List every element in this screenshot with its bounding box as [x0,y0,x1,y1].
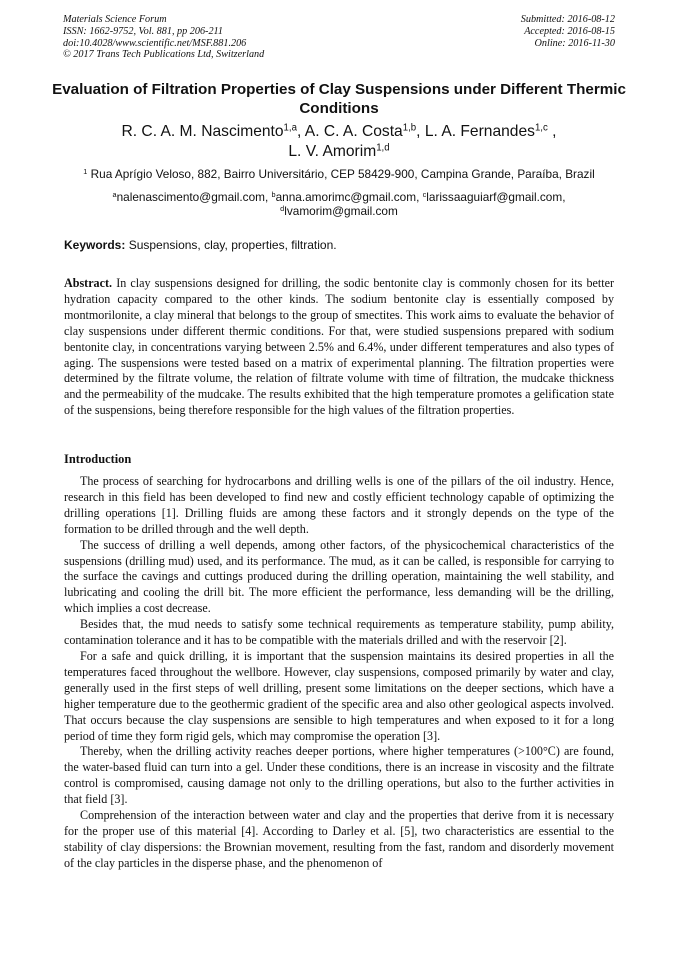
keywords-text: Suspensions, clay, properties, filtration. [128,238,337,252]
body-paragraph: Besides that, the mud needs to satisfy some technical requirements as temperature stability, pump ability, contamination tolerance and it has to be compatible with the materials drilled and with the reservoir [2]. [64,617,614,648]
abstract-text: In clay suspensions designed for drilling, the sodic bentonite clay is commonly chosen for its better hydration capacity compared to the other kinds. The sodium bentonite clay is essentially composed by montmorilonite, a clay mineral that belongs to the group of smectites. This work aims to evaluate the behavior of clay suspensions under different thermic conditions. For that, were studied suspensions prepared with sodium bentonite clay, in concentrations varying between 2.5% and 6.4%, under different temperatures and also types of aging. The suspensions were tested based on a matrix of experimental planning. The filtration properties were determined by the filtrate volume, the relation of filtrate volume with time of filtration, the mudcake thickness and the permeability of the mudcake. The results exhibited that the high temperature promotes a gelification state of the suspensions, being therefore responsible for the high values of the filtration properties. [64,276,614,418]
journal-info [63,14,383,61]
affiliation [40,167,638,181]
email-mark: a [112,189,117,199]
body-paragraph: The process of searching for hydrocarbons and drilling wells is one of the pillars of the oil industry. Hence, research in this field has been developed to find new and costly efficient technology capable of optimizing the drilling operations [1]. Drilling fluids are among these factors and it strongly depends on the type of the formation to be drilled through and the well depth. [64,474,614,536]
journal-issn: ISSN: 1662-9752, Vol. 881, pp 206-211 [63,25,223,37]
body-paragraph: For a safe and quick drilling, it is important that the suspension maintains its desired properties in all the temperatures faced throughout the wellbore. However, clay suspensions, composed primarily by water and clay, generally used in the first steps of well drilling, present some limitations on the deeper sections, which have a higher temperature due to the geothermic gradient of the specific area and also other geological aspects involved. That occurs because the clay suspensions are sensible to high temperatures and when exposed to it for a long period of time they form rigid gels, which may compromise the operation [3]. [64,648,614,743]
section-heading-introduction: Introduction [64,452,132,466]
author-affiliation-mark: 1,b [402,122,417,134]
keywords-label: Keywords: [64,238,126,252]
abstract [64,276,614,419]
email-link[interactable]: nalenascimento@gmail.com [116,190,265,204]
author-affiliation-mark: 1,c [534,122,548,134]
online-date: Online: 2016-11-30 [534,37,615,49]
email-link[interactable]: anna.amorimc@gmail.com [275,190,417,204]
email-mark: c [422,189,427,199]
journal-name: Materials Science Forum [63,14,167,25]
submitted-date: Submitted: 2016-08-12 [520,14,615,25]
author-name: L. A. Fernandes [424,123,535,140]
journal-doi[interactable]: doi:10.4028/www.scientific.net/MSF.881.206 [63,37,247,49]
email-mark: b [271,189,276,199]
author-name: R. C. A. M. Nascimento [121,123,284,140]
journal-copyright: © 2017 Trans Tech Publications Ltd, Switzerland [63,49,265,61]
email-link[interactable]: lvamorim@gmail.com [284,204,398,218]
introduction-body [64,474,614,872]
paper-title: Evaluation of Filtration Properties of Clay Suspensions under Different Thermic Conditions [52,81,626,117]
email-mark: d [280,203,285,213]
email-list: $^a$nalenascimento@gmail.com, $^b$anna.amorimc@gmail.com, $^c$larissaaguiarf@gmail.com, $^d$lvamorim@gmail.com [112,189,566,218]
author-name: L. V. Amorim [288,143,377,160]
author-name: A. C. A. Costa [304,123,403,140]
affiliation-mark: 1 [83,166,88,176]
author-list: R. C. A. M. Nascimento$^{1,a}$, A. C. A. Costa$^{1,b}$, L. A. Fernandes$^{1,c}$ , L. V. Amorim$^{1,d}$ [121,122,557,160]
body-paragraph: Comprehension of the interaction between water and clay and the properties that derive from it is necessary for the proper use of this material [4]. According to Darley et al. [5], two characteristics are essential to the stability of clay dispersions: the Brownian movement, resulting from the fast, random and disorderly movement of the clay particles in the disperse phase, and the phenomenon of [64,808,614,870]
author-affiliation-mark: 1,d [376,142,390,154]
abstract-label: Abstract. [64,276,113,290]
author-affiliation-mark: 1,a [283,122,297,134]
affiliation-address: Rua Aprígio Veloso, 882, Bairro Universitário, CEP 58429-900, Campina Grande, Paraíba, Brazil [90,167,595,181]
body-paragraph: The success of drilling a well depends, among other factors, of the physicochemical characteristics of the suspensions (drilling mud) used, and its performance. The mud, as it can be called, is responsible for carrying to the surface the cavings and cuttings produced during the drilling operation, maintaining the well stability, and lubricating and cooling the drill bit. The more efficient the performance, less demanding will be the drilling, which implies a cost decrease. [64,537,614,616]
keywords [64,238,614,252]
accepted-date: Accepted: 2016-08-15 [524,25,615,37]
submission-dates [375,14,615,49]
email-link[interactable]: larissaaguiarf@gmail.com [426,190,563,204]
body-paragraph: Thereby, when the drilling activity reaches deeper portions, where higher temperatures (>100°C) are found, the water-based fluid can turn into a gel. Under these conditions, there is an increase in viscosity and the filtrate control is compromised, causing damage not only to the drilling operations, but also to the further activities in that field [3]. [64,744,614,807]
